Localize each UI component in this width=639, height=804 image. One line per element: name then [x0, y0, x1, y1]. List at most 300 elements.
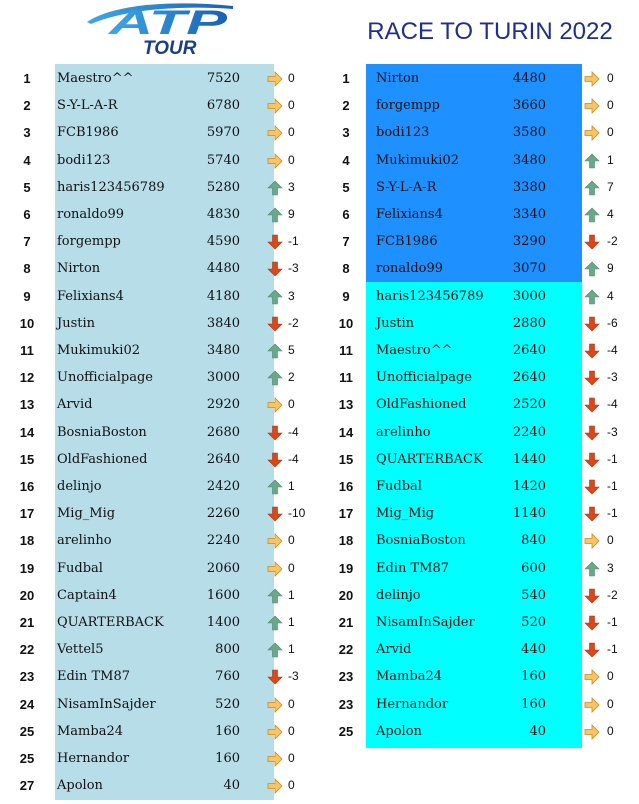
- rank-position: 14: [19, 424, 35, 440]
- rank-position: 15: [19, 451, 35, 467]
- rank-change: 0: [288, 71, 295, 85]
- player-points: 3580: [512, 125, 546, 141]
- player-points: 4180: [206, 288, 240, 304]
- ranking-row: [12, 337, 320, 364]
- rank-position: 2: [342, 98, 350, 114]
- rank-change: 0: [607, 533, 614, 548]
- player-name: haris123456789: [376, 288, 484, 304]
- rank-position: 16: [19, 479, 35, 494]
- up-arrow-icon: [267, 369, 283, 385]
- player-points: 2240: [512, 424, 546, 440]
- player-name: QUARTERBACK: [376, 451, 483, 467]
- right-arrow-icon: [267, 560, 283, 576]
- ranking-row: [12, 772, 320, 799]
- player-name: FCB1986: [57, 125, 119, 141]
- ranking-row: [331, 391, 639, 418]
- player-name: Unofficialpage: [57, 370, 153, 386]
- player-points: 800: [215, 642, 240, 658]
- player-name: NisamInSajder: [57, 696, 156, 712]
- rank-position: 23: [338, 669, 354, 685]
- player-name: NisamInSajder: [376, 615, 475, 630]
- ranking-row: [331, 663, 639, 690]
- rank-change: -1: [607, 479, 618, 493]
- player-name: Mamba24: [57, 723, 124, 739]
- up-arrow-icon: [267, 478, 283, 494]
- down-arrow-icon: [584, 369, 600, 385]
- rank-change: -4: [607, 343, 618, 357]
- rank-position: 25: [19, 751, 35, 766]
- rank-position: 3: [23, 125, 31, 141]
- right-arrow-icon: [267, 97, 283, 113]
- rank-position: 16: [338, 479, 354, 494]
- player-name: Justin: [376, 315, 415, 331]
- ranking-row: [331, 364, 639, 391]
- player-name: OldFashioned: [57, 451, 148, 467]
- rank-change: 9: [607, 261, 614, 276]
- down-arrow-icon: [584, 478, 600, 494]
- rank-position: 25: [19, 723, 35, 739]
- rank-change: -3: [288, 261, 299, 276]
- down-arrow-icon: [584, 614, 600, 630]
- up-arrow-icon: [584, 260, 600, 276]
- player-name: Edin TM87: [57, 669, 130, 685]
- player-points: 3070: [512, 261, 546, 277]
- ranking-table-left: [12, 64, 312, 800]
- rank-position: 2: [23, 98, 31, 114]
- ranking-row: [12, 92, 320, 119]
- right-arrow-icon: [584, 124, 600, 140]
- up-arrow-icon: [267, 288, 283, 304]
- right-arrow-icon: [267, 124, 283, 140]
- ranking-row: [331, 636, 639, 663]
- rank-change: 0: [607, 696, 614, 711]
- rank-position: 21: [19, 615, 35, 630]
- player-points: 2920: [206, 397, 240, 413]
- player-points: 520: [215, 696, 240, 712]
- ranking-row: [12, 228, 320, 255]
- ranking-row: [12, 745, 320, 772]
- ranking-row: [331, 718, 639, 745]
- player-name: delinjo: [376, 587, 421, 603]
- right-arrow-icon: [584, 70, 600, 86]
- rank-change: -2: [607, 234, 618, 249]
- player-name: Fudbal: [57, 560, 103, 576]
- player-points: 840: [521, 533, 546, 549]
- player-points: 4480: [206, 261, 240, 277]
- ranking-row: [331, 283, 639, 310]
- rank-position: 11: [20, 343, 34, 358]
- down-arrow-icon: [584, 641, 600, 657]
- player-points: 1440: [512, 451, 546, 467]
- player-points: 4830: [206, 207, 240, 222]
- rank-position: 11: [339, 370, 353, 386]
- rank-position: 10: [19, 315, 35, 331]
- rank-position: 6: [23, 207, 31, 222]
- player-points: 2260: [206, 506, 240, 522]
- ranking-row: [12, 718, 320, 745]
- ranking-row: [331, 446, 639, 473]
- ranking-row: [12, 119, 320, 146]
- logo-sub-text: TOUR: [143, 38, 197, 58]
- player-points: 3840: [206, 315, 240, 331]
- right-arrow-icon: [267, 152, 283, 168]
- rank-position: 17: [338, 506, 354, 522]
- player-points: 4480: [512, 71, 546, 86]
- player-name: FCB1986: [376, 234, 438, 250]
- player-name: Unofficialpage: [376, 370, 472, 386]
- player-points: 2680: [206, 424, 240, 440]
- player-name: Arvid: [57, 397, 93, 413]
- rank-position: 8: [342, 261, 350, 277]
- ranking-row: [12, 473, 320, 500]
- rank-change: 3: [607, 560, 614, 575]
- rank-position: 20: [338, 587, 354, 603]
- up-arrow-icon: [267, 641, 283, 657]
- player-points: 160: [521, 696, 546, 712]
- down-arrow-icon: [584, 587, 600, 603]
- down-arrow-icon: [584, 505, 600, 521]
- player-points: 6780: [206, 98, 240, 114]
- rank-position: 12: [19, 370, 35, 386]
- ranking-row: [331, 174, 639, 201]
- right-arrow-icon: [584, 97, 600, 113]
- rank-change: 2: [288, 370, 295, 385]
- ranking-row: [12, 147, 320, 174]
- ranking-row: [331, 65, 639, 92]
- rank-position: 25: [338, 723, 354, 739]
- player-name: Mig_Mig: [376, 506, 435, 522]
- up-arrow-icon: [584, 179, 600, 195]
- player-points: 40: [529, 723, 546, 739]
- rank-change: 0: [288, 98, 295, 113]
- rank-position: 24: [19, 696, 35, 712]
- right-arrow-icon: [267, 396, 283, 412]
- up-arrow-icon: [267, 587, 283, 603]
- player-points: 2420: [206, 479, 240, 494]
- player-points: 2060: [206, 560, 240, 576]
- rank-change: -3: [607, 424, 618, 439]
- down-arrow-icon: [267, 424, 283, 440]
- rank-position: 11: [339, 343, 353, 358]
- ranking-row: [12, 527, 320, 554]
- player-points: 3000: [206, 370, 240, 386]
- down-arrow-icon: [267, 315, 283, 331]
- rank-position: 9: [23, 288, 31, 304]
- rank-position: 14: [338, 424, 354, 440]
- player-points: 2640: [512, 370, 546, 386]
- player-points: 3660: [512, 98, 546, 114]
- rank-change: -1: [607, 642, 618, 657]
- player-name: bodi123: [57, 152, 111, 168]
- up-arrow-icon: [267, 614, 283, 630]
- player-name: Mukimuki02: [376, 152, 459, 168]
- rank-change: -3: [607, 370, 618, 385]
- ranking-row: [331, 310, 639, 337]
- rank-change: 0: [288, 152, 295, 167]
- player-name: QUARTERBACK: [57, 615, 164, 630]
- player-points: 40: [223, 778, 240, 794]
- ranking-row: [331, 691, 639, 718]
- rank-position: 17: [19, 506, 35, 522]
- ranking-row: [12, 65, 320, 92]
- player-name: Felixians4: [57, 288, 124, 304]
- rank-change: -1: [607, 451, 618, 466]
- rank-change: -1: [607, 615, 618, 629]
- rank-change: 0: [288, 778, 295, 793]
- player-name: Fudbal: [376, 479, 422, 494]
- rank-position: 23: [19, 669, 35, 685]
- right-arrow-icon: [584, 668, 600, 684]
- rank-change: 1: [288, 642, 295, 657]
- rank-change: 4: [607, 288, 614, 303]
- up-arrow-icon: [267, 342, 283, 358]
- up-arrow-icon: [267, 179, 283, 195]
- rank-position: 1: [342, 71, 350, 86]
- ranking-row: [331, 500, 639, 527]
- ranking-row: [12, 283, 320, 310]
- logo-main-text: ATP: [107, 4, 228, 42]
- right-arrow-icon: [267, 723, 283, 739]
- right-arrow-icon: [267, 696, 283, 712]
- rank-position: 8: [23, 261, 31, 277]
- ranking-row: [12, 582, 320, 609]
- rank-change: 0: [607, 669, 614, 684]
- rank-change: 9: [288, 207, 295, 221]
- down-arrow-icon: [584, 315, 600, 331]
- rank-position: 6: [342, 207, 350, 222]
- rank-change: 0: [288, 723, 295, 738]
- rank-change: -6: [607, 315, 618, 330]
- rank-position: 9: [342, 288, 350, 304]
- player-name: Nirton: [376, 71, 420, 86]
- down-arrow-icon: [267, 233, 283, 249]
- rank-change: 0: [607, 71, 614, 85]
- ranking-row: [331, 609, 639, 636]
- ranking-row: [331, 255, 639, 282]
- right-arrow-icon: [584, 723, 600, 739]
- rank-change: 3: [288, 179, 295, 194]
- player-name: ronaldo99: [376, 261, 444, 277]
- player-points: 5740: [206, 152, 240, 168]
- player-points: 3340: [512, 207, 546, 222]
- ranking-row: [331, 201, 639, 228]
- rank-change: 0: [288, 696, 295, 711]
- rank-change: -2: [288, 315, 299, 330]
- race-title: RACE TO TURIN 2022: [367, 18, 613, 45]
- player-name: Justin: [57, 315, 96, 331]
- right-arrow-icon: [267, 777, 283, 793]
- player-name: Mamba24: [376, 669, 443, 685]
- ranking-row: [12, 201, 320, 228]
- ranking-row: [12, 255, 320, 282]
- player-points: 5970: [206, 125, 240, 141]
- player-name: S-Y-L-A-R: [57, 98, 118, 114]
- rank-position: 20: [19, 587, 35, 603]
- rank-change: -3: [288, 669, 299, 684]
- player-points: 160: [521, 669, 546, 685]
- rank-position: 13: [19, 397, 35, 413]
- rank-change: 0: [607, 723, 614, 738]
- rank-change: 0: [607, 98, 614, 113]
- player-name: Mukimuki02: [57, 343, 140, 358]
- player-points: 1140: [512, 506, 546, 522]
- ranking-row: [12, 555, 320, 582]
- right-arrow-icon: [267, 532, 283, 548]
- rank-position: 19: [19, 560, 35, 576]
- rank-change: 0: [288, 533, 295, 548]
- rank-position: 7: [23, 234, 31, 250]
- player-points: 1420: [512, 479, 546, 494]
- player-points: 4590: [206, 234, 240, 250]
- ranking-row: [331, 92, 639, 119]
- rank-change: 0: [607, 125, 614, 140]
- ranking-row: [12, 391, 320, 418]
- down-arrow-icon: [267, 668, 283, 684]
- down-arrow-icon: [584, 233, 600, 249]
- player-points: 1600: [206, 587, 240, 603]
- ranking-row: [12, 419, 320, 446]
- player-points: 3290: [512, 234, 546, 250]
- player-name: bodi123: [376, 125, 430, 141]
- player-points: 160: [215, 723, 240, 739]
- ranking-row: [331, 228, 639, 255]
- rank-change: 1: [288, 615, 295, 629]
- ranking-row: [331, 119, 639, 146]
- ranking-row: [331, 419, 639, 446]
- player-name: BosniaBoston: [376, 533, 466, 549]
- player-points: 760: [215, 669, 240, 685]
- rank-change: 0: [288, 751, 295, 765]
- player-points: 2520: [512, 397, 546, 413]
- rank-position: 4: [23, 152, 31, 168]
- rank-position: 27: [19, 778, 35, 794]
- player-points: 3380: [512, 179, 546, 195]
- player-points: 2640: [206, 451, 240, 467]
- player-points: 440: [521, 642, 546, 658]
- atp-tour-logo: [83, 0, 238, 58]
- ranking-row: [12, 364, 320, 391]
- down-arrow-icon: [584, 342, 600, 358]
- ranking-row: [331, 582, 639, 609]
- rank-position: 18: [338, 533, 354, 549]
- rank-change: -1: [607, 506, 618, 521]
- up-arrow-icon: [584, 288, 600, 304]
- player-points: 600: [521, 560, 546, 576]
- rank-position: 22: [19, 642, 35, 658]
- ranking-row: [12, 446, 320, 473]
- player-name: BosniaBoston: [57, 424, 147, 440]
- player-name: Apolon: [57, 778, 103, 794]
- ranking-row: [331, 147, 639, 174]
- player-name: Edin TM87: [376, 560, 449, 576]
- player-points: 2240: [206, 533, 240, 549]
- player-name: forgempp: [376, 98, 440, 114]
- rank-change: 3: [288, 288, 295, 303]
- rank-change: -4: [607, 397, 618, 412]
- player-points: 3000: [512, 288, 546, 304]
- ranking-row: [12, 500, 320, 527]
- player-points: 7520: [206, 71, 240, 86]
- player-name: Maestro^^: [57, 71, 134, 86]
- down-arrow-icon: [584, 451, 600, 467]
- rank-position: 10: [338, 315, 354, 331]
- player-name: Mig_Mig: [57, 506, 116, 522]
- up-arrow-icon: [267, 206, 283, 222]
- rank-change: 4: [607, 207, 614, 221]
- right-arrow-icon: [267, 750, 283, 766]
- player-points: 1400: [206, 615, 240, 630]
- rank-position: 3: [342, 125, 350, 141]
- down-arrow-icon: [584, 424, 600, 440]
- down-arrow-icon: [267, 505, 283, 521]
- rank-change: 7: [607, 179, 614, 194]
- player-name: OldFashioned: [376, 397, 467, 413]
- ranking-row: [12, 691, 320, 718]
- rank-position: 7: [342, 234, 350, 250]
- player-points: 520: [521, 615, 546, 630]
- player-name: arelinho: [376, 424, 431, 440]
- up-arrow-icon: [584, 560, 600, 576]
- down-arrow-icon: [267, 451, 283, 467]
- ranking-row: [331, 527, 639, 554]
- ranking-row: [12, 636, 320, 663]
- rank-change: 0: [288, 397, 295, 412]
- player-name: Vettel5: [57, 642, 104, 658]
- rank-position: 5: [342, 179, 350, 195]
- rank-position: 22: [338, 642, 354, 658]
- rank-change: 1: [288, 587, 295, 602]
- player-name: delinjo: [57, 479, 102, 494]
- rank-position: 18: [19, 533, 35, 549]
- player-name: Arvid: [376, 642, 412, 658]
- ranking-row: [12, 663, 320, 690]
- ranking-row: [331, 473, 639, 500]
- rank-position: 4: [342, 152, 350, 168]
- rank-position: 23: [338, 696, 354, 712]
- rank-position: 21: [338, 615, 354, 630]
- player-name: S-Y-L-A-R: [376, 179, 437, 195]
- ranking-row: [331, 555, 639, 582]
- player-name: haris123456789: [57, 179, 165, 195]
- rank-change: 0: [288, 560, 295, 575]
- rank-change: -4: [288, 451, 299, 466]
- rank-change: -4: [288, 424, 299, 439]
- right-arrow-icon: [584, 532, 600, 548]
- player-points: 2640: [512, 343, 546, 358]
- rank-position: 5: [23, 179, 31, 195]
- rank-position: 15: [338, 451, 354, 467]
- player-points: 540: [521, 587, 546, 603]
- player-name: Hernandor: [376, 696, 449, 712]
- ranking-row: [331, 337, 639, 364]
- down-arrow-icon: [267, 260, 283, 276]
- player-name: forgempp: [57, 234, 121, 250]
- right-arrow-icon: [584, 696, 600, 712]
- rank-change: -10: [288, 506, 306, 521]
- rank-change: -1: [288, 234, 299, 249]
- rank-position: 13: [338, 397, 354, 413]
- rank-change: 5: [288, 343, 295, 357]
- ranking-row: [12, 174, 320, 201]
- down-arrow-icon: [584, 396, 600, 412]
- player-name: Captain4: [57, 587, 117, 603]
- player-points: 5280: [206, 179, 240, 195]
- rank-change: -2: [607, 587, 618, 602]
- up-arrow-icon: [584, 206, 600, 222]
- player-name: Nirton: [57, 261, 101, 277]
- ranking-table-right: [331, 64, 639, 748]
- player-name: Maestro^^: [376, 343, 453, 358]
